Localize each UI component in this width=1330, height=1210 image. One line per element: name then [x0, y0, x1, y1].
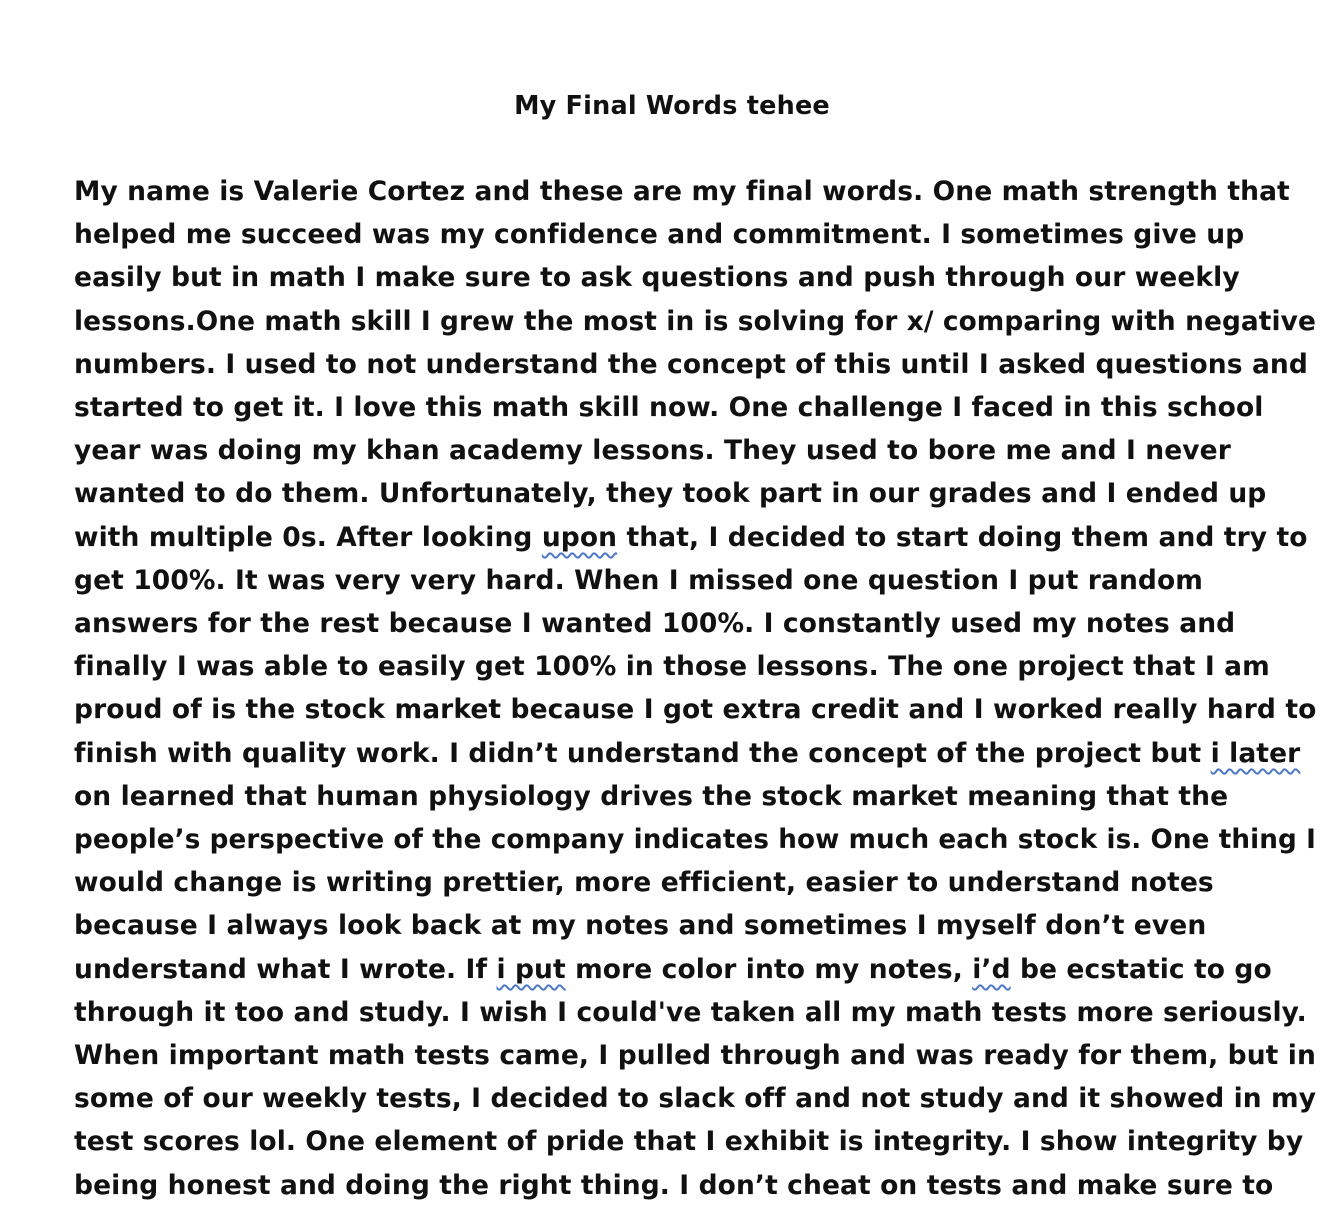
- body-line: year was doing my khan academy lessons. They used to bore me and I never: [74, 435, 1231, 466]
- body-line: proud of is the stock market because I got extra credit and I worked really hard to: [74, 694, 1317, 725]
- spellcheck-flag[interactable]: i later: [1210, 738, 1301, 769]
- document-title: My Final Words tehee: [514, 91, 830, 121]
- body-line: because I always look back at my notes and sometimes I myself don’t even: [74, 910, 1207, 941]
- body-line: easily but in math I make sure to ask questions and push through our weekly: [74, 262, 1240, 293]
- body-line: When important math tests came, I pulled through and was ready for them, but in: [74, 1040, 1316, 1071]
- body-line: finish with quality work. I didn’t understand the concept of the project but i later: [74, 738, 1301, 769]
- body-line: people’s perspective of the company indicates how much each stock is. One thing I: [74, 824, 1316, 855]
- body-line: finally I was able to easily get 100% in those lessons. The one project that I am: [74, 651, 1270, 682]
- spellcheck-flag[interactable]: i’d: [972, 954, 1011, 985]
- body-line: through it too and study. I wish I could've taken all my math tests more seriously.: [74, 997, 1307, 1028]
- body-line: answers for the rest because I wanted 100%. I constantly used my notes and: [74, 608, 1236, 639]
- body-line: numbers. I used to not understand the concept of this until I asked questions and: [74, 349, 1308, 380]
- body-line: with multiple 0s. After looking upon that, I decided to start doing them and try to: [74, 522, 1308, 553]
- body-line: helped me succeed was my confidence and commitment. I sometimes give up: [74, 219, 1245, 250]
- body-line: get 100%. It was very very hard. When I missed one question I put random: [74, 565, 1203, 596]
- body-line: My name is Valerie Cortez and these are my final words. One math strength that: [74, 176, 1290, 207]
- body-line: wanted to do them. Unfortunately, they took part in our grades and I ended up: [74, 478, 1267, 509]
- spellcheck-flag[interactable]: i put: [496, 954, 566, 985]
- body-line: some of our weekly tests, I decided to slack off and not study and it showed in my: [74, 1083, 1317, 1114]
- body-line: would change is writing prettier, more efficient, easier to understand notes: [74, 867, 1214, 898]
- body-line: started to get it. I love this math skill now. One challenge I faced in this school: [74, 392, 1264, 423]
- body-line: test scores lol. One element of pride that I exhibit is integrity. I show integrity by: [74, 1126, 1304, 1157]
- spellcheck-flag[interactable]: upon: [541, 522, 618, 553]
- body-line: on learned that human physiology drives the stock market meaning that the: [74, 781, 1229, 812]
- body-line: lessons.One math skill I grew the most in is solving for x/ comparing with negative: [74, 306, 1316, 337]
- body-line: being honest and doing the right thing. I don’t cheat on tests and make sure to: [74, 1170, 1274, 1201]
- body-line: understand what I wrote. If i put more color into my notes, i’d be ecstatic to go: [74, 954, 1272, 985]
